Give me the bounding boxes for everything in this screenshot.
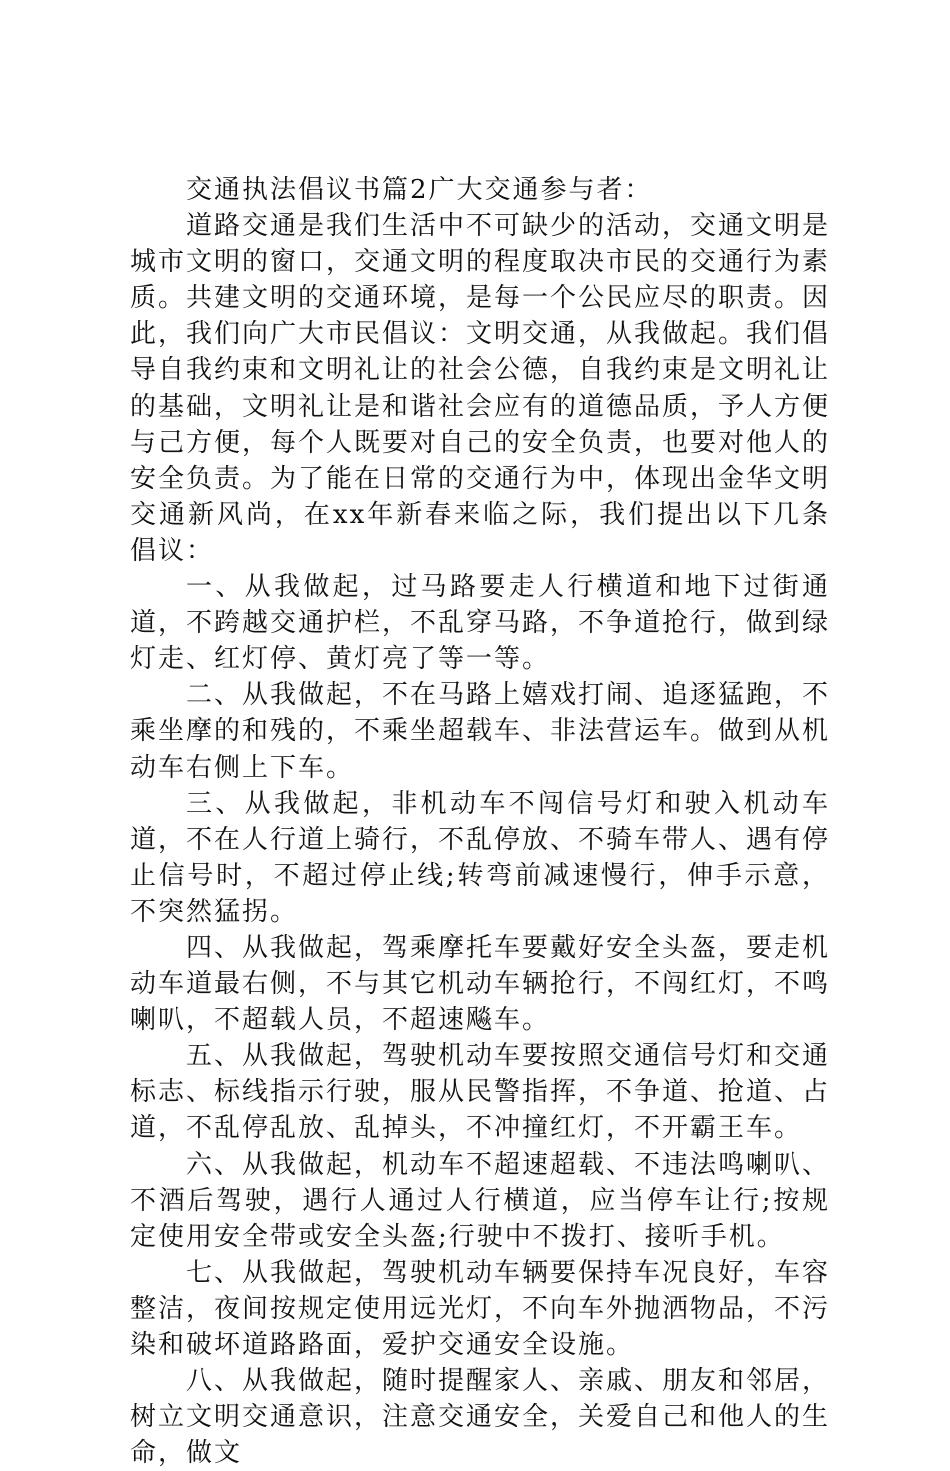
- proposal-item-7: 七、从我做起，驾驶机动车辆要保持车况良好，车容整洁，夜间按规定使用远光灯，不向车外抛洒物品，不污染和破坏道路路面，爱护交通安全设施。: [130, 1257, 831, 1360]
- proposal-item-3: 三、从我做起，非机动车不闯信号灯和驶入机动车道，不在人行道上骑行，不乱停放、不骑车带人、遇有停止信号时，不超过停止线;转弯前减速慢行，伸手示意，不突然猛拐。: [130, 788, 831, 927]
- proposal-item-2: 二、从我做起，不在马路上嬉戏打闹、追逐猛跑，不乘坐摩的和残的，不乘坐超载车、非法营运车。做到从机动车右侧上下车。: [130, 680, 831, 783]
- document-heading-line: 交通执法倡议书篇2广大交通参与者：: [186, 175, 653, 205]
- proposal-item-6: 六、从我做起，机动车不超速超载、不违法鸣喇叭、不酒后驾驶，遇行人通过人行横道，应当停车让行;按规定使用安全带或安全头盔;行驶中不拨打、接听手机。: [130, 1149, 831, 1252]
- intro-paragraph: 道路交通是我们生活中不可缺少的活动，交通文明是城市文明的窗口，交通文明的程度取决市民的交通行为素质。共建文明的交通环境，是每一个公民应尽的职责。因此，我们向广大市民倡议：文明交通，从我做起。我们倡导自我约束和文明礼让的社会公德，自我约束是文明礼让的基础，文明礼让是和谐社会应有的道德品质，予人方便与己方便，每个人既要对自己的安全负责，也要对他人的安全负责。为了能在日常的交通行为中，体现出金华文明交通新风尚，在xx年新春来临之际，我们提出以下几条倡议：: [130, 211, 831, 566]
- proposal-item-8: 八、从我做起，随时提醒家人、亲戚、朋友和邻居，树立文明交通意识，注意交通安全，关爱自己和他人的生命，做文: [130, 1366, 831, 1469]
- proposal-item-5: 五、从我做起，驾驶机动车要按照交通信号灯和交通标志、标线指示行驶，服从民警指挥，不争道、抢道、占道，不乱停乱放、乱掉头，不冲撞红灯，不开霸王车。: [130, 1041, 831, 1144]
- proposal-item-1: 一、从我做起，过马路要走人行横道和地下过街通道，不跨越交通护栏，不乱穿马路，不争道抢行，做到绿灯走、红灯停、黄灯亮了等一等。: [130, 572, 831, 675]
- proposal-item-4: 四、从我做起，驾乘摩托车要戴好安全头盔，要走机动车道最右侧，不与其它机动车辆抢行，不闯红灯，不鸣喇叭，不超载人员，不超速飚车。: [130, 932, 831, 1036]
- document-body: [130, 172, 830, 1471]
